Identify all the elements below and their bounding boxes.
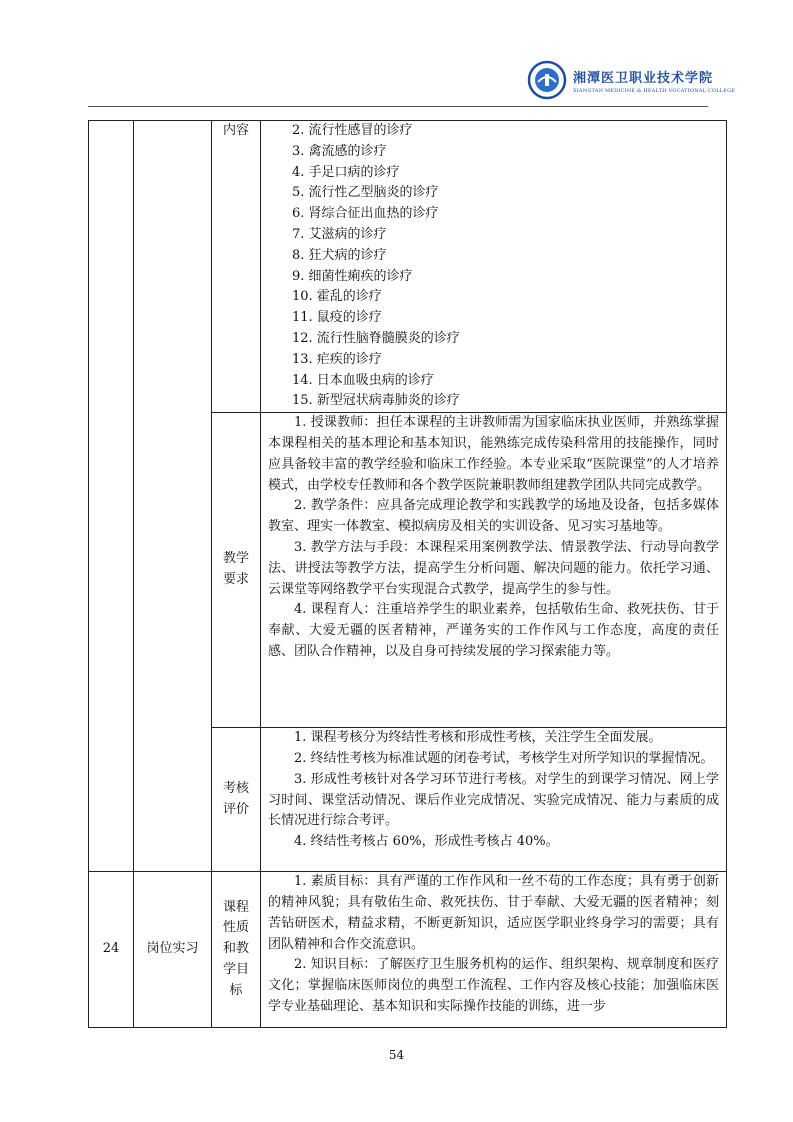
list-item: 2. 流行性感冒的诊疗 — [292, 123, 413, 138]
list-item: 15. 新型冠状病毒肺炎的诊疗 — [292, 393, 460, 409]
content-list — [261, 121, 727, 413]
label-line: 标 — [229, 982, 243, 998]
list-item: 7. 艾滋病的诊疗 — [292, 226, 387, 242]
list-item: 9. 细菌性痢疾的诊疗 — [292, 268, 413, 284]
label-line: 和教 — [222, 941, 249, 957]
nature-content — [261, 872, 727, 1028]
list-item: 3. 禽流感的诊疗 — [292, 143, 387, 159]
school-emblem-icon — [527, 60, 567, 100]
list-item: 11. 鼠疫的诊疗 — [292, 310, 382, 326]
teaching-requirements — [261, 413, 727, 728]
list-item: 10. 霍乱的诊疗 — [292, 289, 382, 305]
list-item: 13. 疟疾的诊疗 — [292, 351, 382, 367]
label-line: 性质 — [222, 920, 249, 936]
paragraph: 3. 形成性考核针对各学习环节进行考核。对学生的到课学习情况、网上学习时间、课堂活动情况、课后作业完成情况、实验完成情况、能力与素质的成长情况进行综合考评。 — [268, 771, 719, 829]
list-item: 5. 流行性乙型脑炎的诊疗 — [292, 185, 439, 201]
paragraph: 4. 终结性考核占 60%，形成性考核占 40%。 — [294, 834, 559, 850]
assessment-label: 考核 评价 — [212, 728, 261, 872]
paragraph: 1. 素质目标：具有严谨的工作作风和一丝不苟的工作态度；具有勇于创新的精神风貌；具有敬佑生命、救死扶伤、甘于奉献、大爱无疆的医者精神；刻苦钻研医术，精益求精，不断更新知识，适应医学职业终身学习的需要；具有团队精神和合作交流意识。 — [268, 874, 719, 952]
paragraph: 2. 终结性考核为标准试题的闭卷考试，考核学生对所学知识的掌握情况。 — [294, 750, 714, 766]
header-divider — [88, 106, 708, 107]
label-line: 学目 — [222, 962, 249, 978]
paragraph: 1. 授课教师：担任本课程的主讲教师需为国家临床执业医师，并熟练掌握本课程相关的基本理论和基本知识，能熟练完成传染科常用的技能操作，同时应具备较丰富的教学经验和临床工作经验。本专业采取“医院课堂”的人才培养模式，由学校专任教师和各个教学医院兼职教师组建教学团队共同完成教学。 — [268, 415, 719, 493]
table-row-internship — [89, 872, 727, 1028]
paragraph: 2. 知识目标：了解医疗卫生服务机构的运作、组织架构、规章制度和医疗文化；掌握临床医师岗位的典型工作流程、工作内容及核心技能；加强临床医学专业基础理论、基本知识和实际操作技能的训练，进一步 — [268, 957, 719, 1014]
list-item: 4. 手足口病的诊疗 — [292, 164, 400, 180]
list-item: 6. 肾综合征出血热的诊疗 — [292, 206, 439, 222]
school-name-en: XIANGTAN MEDICINE & HEALTH VOCATIONAL COLLEGE — [573, 87, 736, 94]
content-label: 内容 — [212, 121, 261, 413]
list-item: 12. 流行性脑脊髓膜炎的诊疗 — [292, 330, 460, 346]
list-item: 14. 日本血吸虫病的诊疗 — [292, 372, 434, 388]
assessment-content — [261, 728, 727, 872]
label-line: 课程 — [222, 899, 249, 915]
school-name: 湘潭医卫职业技术学院 — [573, 70, 714, 86]
list-item: 8. 狂犬病的诊疗 — [292, 247, 387, 263]
curriculum-table — [88, 120, 727, 1028]
paragraph: 2. 教学条件：应具备完成理论教学和实践教学的场地及设备，包括多媒体教室、理实一体教室、模拟病房及相关的实训设备、见习实习基地等。 — [268, 498, 719, 535]
row23-name-cell — [134, 121, 212, 872]
row23-number-cell — [89, 121, 134, 872]
row24-name: 岗位实习 — [134, 872, 212, 1028]
paragraph: 3. 教学方法与手段：本课程采用案例教学法、情景教学法、行动导向教学法、讲授法等教学方法，提高学生分析问题、解决问题的能力。依托学习通、云课堂等网络教学平台实现混合式教学，提高学生的参与性。 — [268, 539, 719, 597]
nature-label — [212, 872, 261, 1028]
row24-number: 24 — [89, 872, 134, 1028]
teaching-label: 教学 要求 — [212, 413, 261, 728]
page-number: 54 — [388, 1048, 405, 1062]
table-row-content — [89, 121, 727, 413]
school-logo — [527, 58, 736, 102]
paragraph: 4. 课程育人：注重培养学生的职业素养，包括敬佑生命、救死扶伤、甘于奉献、大爱无疆的医者精神，严谨务实的工作作风与工作态度，高度的责任感、团队合作精神，以及自身可持续发展的学习探索能力等。 — [268, 602, 719, 659]
paragraph: 1. 课程考核分为终结性考核和形成性考核，关注学生全面发展。 — [294, 730, 662, 746]
